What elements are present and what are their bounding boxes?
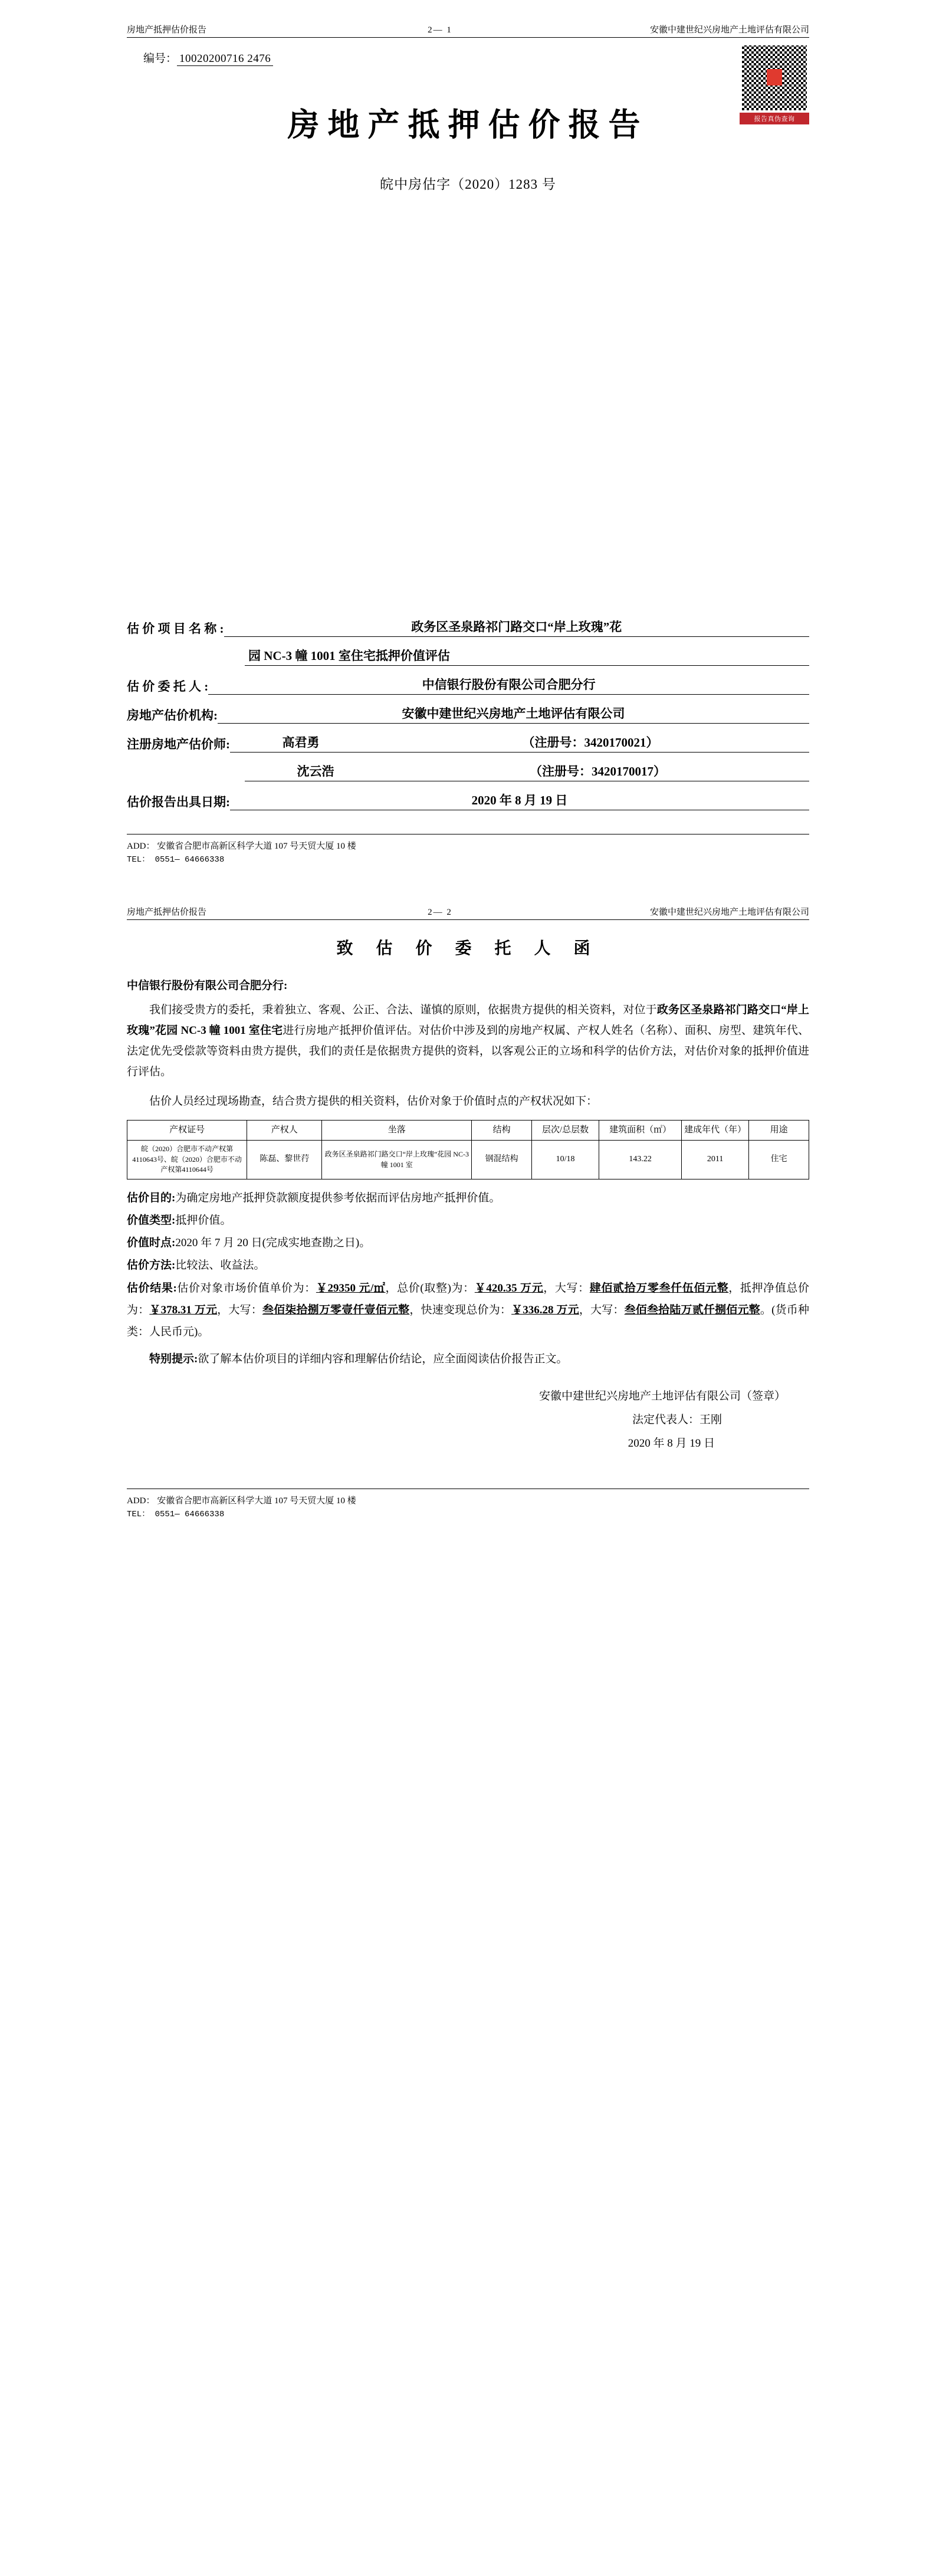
signature-company: 安徽中建世纪兴房地产土地评估有限公司（签章） bbox=[538, 1390, 786, 1403]
td-usage: 住宅 bbox=[749, 1141, 809, 1179]
running-header-page1 bbox=[127, 25, 809, 38]
result-t6: ，快速变现总价为： bbox=[409, 1304, 512, 1317]
special-notice bbox=[127, 1349, 809, 1369]
field-appraiser-2 bbox=[127, 762, 809, 781]
qr-caption: 报告真伪查询 bbox=[740, 113, 809, 124]
td-cert-no: 皖（2020）合肥市不动产权第4110643号、皖（2020）合肥市不动产权第4110644号 bbox=[127, 1141, 247, 1179]
document-subtitle: 皖中房估字（2020）1283 号 bbox=[380, 177, 556, 192]
th-floor: 层次/总层数 bbox=[531, 1120, 599, 1141]
kv-methods-key: 估价方法: bbox=[127, 1259, 176, 1271]
letter-addressee: 中信银行股份有限公司合肥分行: bbox=[127, 980, 288, 992]
kv-methods bbox=[127, 1255, 809, 1276]
th-cert-no: 产权证号 bbox=[127, 1120, 247, 1141]
field-client-value: 中信银行股份有限公司合肥分行 bbox=[208, 675, 809, 695]
result-net-mortgage: ￥378.31 万元 bbox=[149, 1304, 218, 1317]
signature-legal-rep: 法定代表人：王刚 bbox=[632, 1414, 722, 1427]
field-agency-value: 安徽中建世纪兴房地产土地评估有限公司 bbox=[218, 704, 809, 724]
page-1 bbox=[0, 0, 936, 902]
signature-date: 2020 年 8 月 19 日 bbox=[628, 1437, 715, 1450]
result-t5: ，大写： bbox=[217, 1304, 262, 1317]
result-t7: ，大写： bbox=[579, 1304, 625, 1317]
result-t4: ，抵押净值总价为： bbox=[127, 1282, 809, 1317]
result-net-mortgage-words: 叁佰柒拾捌万零壹仟壹佰元整 bbox=[262, 1304, 410, 1317]
kv-value-type-value: 抵押价值。 bbox=[175, 1214, 232, 1227]
qr-verification[interactable] bbox=[740, 45, 809, 124]
kv-value-date-value: 2020 年 7 月 20 日(完成实地查勘之日)。 bbox=[175, 1236, 371, 1249]
th-owner: 产权人 bbox=[247, 1120, 322, 1141]
table-header-row bbox=[127, 1120, 809, 1141]
special-notice-text: 欲了解本估价项目的详细内容和理解估价结论，应全面阅读估价报告正文。 bbox=[198, 1353, 568, 1366]
th-year: 建成年代（年） bbox=[682, 1120, 749, 1141]
kv-value-date bbox=[127, 1233, 809, 1254]
td-structure: 钢混结构 bbox=[472, 1141, 532, 1179]
report-code-value: 10020200716 2476 bbox=[177, 52, 273, 66]
letter-paragraph-2: 估价人员经过现场勘查，结合贵方提供的相关资料，估价对象于价值时点的产权状况如下： bbox=[149, 1095, 598, 1108]
page-footer-1 bbox=[127, 834, 809, 866]
field-appraiser-label: 注册房地产估价师: bbox=[127, 737, 230, 751]
footer-tel-2: TEL： 0551— 64666338 bbox=[127, 1509, 225, 1519]
result-quick-sale-words: 叁佰叁拾陆万贰仟捌佰元整 bbox=[624, 1304, 760, 1317]
result-total-price: ￥420.35 万元 bbox=[474, 1282, 544, 1294]
running-header-left-2: 房地产抵押估价报告 bbox=[127, 908, 207, 917]
letter-p1-subject: 政务区圣泉路祁门路交口“岸上玫瑰”花园 NC-3 幢 1001 室住宅 bbox=[127, 1004, 809, 1037]
appraiser-2-name: 沈云浩 bbox=[245, 762, 386, 781]
field-agency-label: 房地产估价机构: bbox=[127, 708, 218, 722]
td-floor: 10/18 bbox=[531, 1141, 599, 1179]
field-issue-date-label: 估价报告出具日期: bbox=[127, 795, 230, 809]
kv-value-type-key: 价值类型: bbox=[127, 1214, 176, 1227]
field-appraiser-1 bbox=[127, 733, 809, 753]
running-header-right-2: 安徽中建世纪兴房地产土地评估有限公司 bbox=[649, 908, 809, 917]
result-t3: ，大写： bbox=[543, 1282, 590, 1294]
field-project-name-value-line2: 园 NC-3 幢 1001 室住宅抵押价值评估 bbox=[245, 646, 809, 666]
signature-block bbox=[127, 1385, 809, 1455]
th-location: 坐落 bbox=[322, 1120, 472, 1141]
field-project-name bbox=[127, 617, 809, 637]
qr-code-icon[interactable] bbox=[741, 45, 807, 111]
result-t1: 估价对象市场价值单价为： bbox=[176, 1282, 316, 1294]
running-header-left: 房地产抵押估价报告 bbox=[127, 25, 207, 35]
special-notice-label: 特别提示: bbox=[149, 1353, 198, 1366]
result-quick-sale: ￥336.28 万元 bbox=[511, 1304, 579, 1317]
appraiser-1-reg: （注册号：3420170021） bbox=[372, 733, 809, 753]
property-table bbox=[127, 1120, 809, 1179]
result-t2: ，总价(取整)为： bbox=[385, 1282, 475, 1294]
running-header-page2 bbox=[127, 907, 809, 920]
td-year: 2011 bbox=[682, 1141, 749, 1179]
report-code-label: 编号： bbox=[143, 52, 178, 65]
field-project-name-line2 bbox=[127, 646, 809, 666]
document-title: 房地产抵押估价报告 bbox=[287, 107, 649, 143]
running-header-right: 安徽中建世纪兴房地产土地评估有限公司 bbox=[649, 25, 809, 35]
kv-methods-value: 比较法、收益法。 bbox=[175, 1259, 265, 1271]
footer-tel: TEL： 0551— 64666338 bbox=[127, 855, 225, 865]
th-area: 建筑面积（㎡） bbox=[599, 1120, 682, 1141]
page-footer-2 bbox=[127, 1489, 809, 1521]
td-location: 政务区圣泉路祁门路交口“岸上玫瑰”花园 NC-3 幢 1001 室 bbox=[322, 1141, 472, 1179]
footer-address-2: ADD： 安徽省合肥市高新区科学大道 107 号天贸大厦 10 楼 bbox=[127, 1496, 356, 1506]
field-issue-date-value: 2020 年 8 月 19 日 bbox=[230, 791, 809, 810]
td-owner: 陈磊、黎世荇 bbox=[247, 1141, 322, 1179]
kv-purpose-key: 估价目的: bbox=[127, 1191, 176, 1204]
result-total-price-words: 肆佰贰拾万零叁仟伍佰元整 bbox=[589, 1282, 729, 1294]
letter-paragraph-1 bbox=[127, 1000, 809, 1083]
field-project-name-value: 政务区圣泉路祁门路交口“岸上玫瑰”花 bbox=[224, 617, 810, 637]
field-project-name-label: 估 价 项 目 名 称 : bbox=[127, 622, 224, 636]
table-row bbox=[127, 1141, 809, 1179]
th-usage: 用途 bbox=[749, 1120, 809, 1141]
field-issue-date bbox=[127, 791, 809, 810]
valuation-result-label: 估价结果: bbox=[127, 1282, 177, 1294]
result-unit-price: ￥29350 元/㎡ bbox=[316, 1282, 386, 1294]
running-header-page-number-2: 2— 2 bbox=[428, 908, 452, 917]
footer-address: ADD： 安徽省合肥市高新区科学大道 107 号天贸大厦 10 楼 bbox=[127, 842, 356, 851]
result-t8: 。(货币种类：人民币元)。 bbox=[127, 1304, 809, 1339]
kv-purpose bbox=[127, 1188, 809, 1209]
kv-value-type bbox=[127, 1210, 809, 1231]
cover-fields bbox=[127, 617, 809, 810]
report-code bbox=[143, 50, 809, 65]
letter-title: 致 估 价 委 托 人 函 bbox=[336, 939, 600, 958]
td-area: 143.22 bbox=[599, 1141, 682, 1179]
running-header-page-number: 2— 1 bbox=[428, 25, 452, 35]
letter-p1-a: 我们接受贵方的委托，秉着独立、客观、公正、合法、谨慎的原则，依据贵方提供的相关资料，对位于 bbox=[149, 1004, 657, 1016]
letter-p1-c: 进行房地产抵押价值评估。对估价中涉及到的房地产权属、产权人姓名（名称）、面积、房型、建筑年代、法定优先受偿款等资料由贵方提供，我们的责任是依据贵方提供的资料，以客观公正的立场和科学的估价方法，对估价对象的抵押价值进行评估。 bbox=[127, 1024, 809, 1079]
kv-value-date-key: 价值时点: bbox=[127, 1236, 176, 1249]
th-structure: 结构 bbox=[472, 1120, 532, 1141]
appraiser-2-reg: （注册号：3420170017） bbox=[386, 762, 809, 781]
field-agency bbox=[127, 704, 809, 724]
appraiser-1-name: 高君勇 bbox=[230, 733, 372, 753]
field-client-label: 估 价 委 托 人 : bbox=[127, 679, 209, 694]
valuation-result bbox=[127, 1277, 809, 1343]
kv-purpose-value: 为确定房地产抵押贷款额度提供参考依据而评估房地产抵押价值。 bbox=[175, 1191, 501, 1204]
field-client bbox=[127, 675, 809, 695]
page-2 bbox=[0, 902, 936, 1521]
